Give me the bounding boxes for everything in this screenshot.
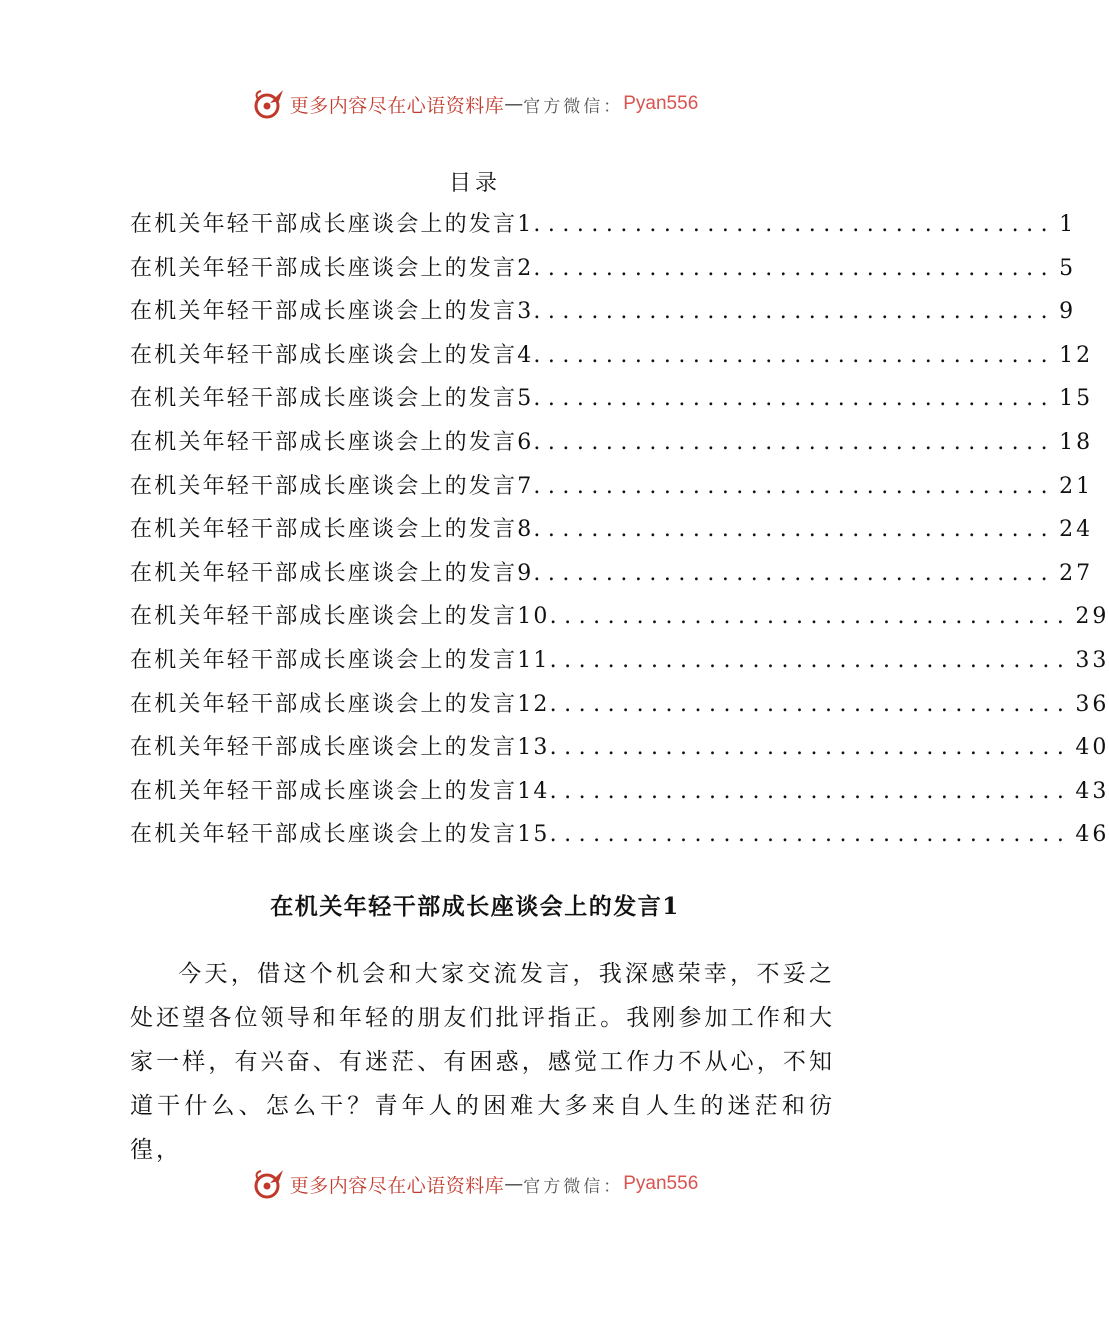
toc-entry-title: 在机关年轻干部成长座谈会上的发言8 bbox=[130, 517, 534, 543]
banner-separator: — bbox=[504, 93, 524, 115]
toc-entry-page: 46 bbox=[1075, 822, 1109, 848]
toc-entry[interactable] bbox=[130, 469, 1094, 513]
toc-leader-dots: .................................... bbox=[549, 778, 1072, 804]
toc-leader-dots: .................................... bbox=[549, 647, 1072, 673]
toc-entry[interactable] bbox=[130, 687, 1109, 731]
body-paragraph bbox=[130, 952, 835, 1172]
toc-entry[interactable] bbox=[130, 774, 1109, 818]
toc-entry-title: 在机关年轻干部成长座谈会上的发言9 bbox=[130, 560, 534, 586]
toc-entry-page: 43 bbox=[1075, 778, 1109, 804]
toc-entry-page: 29 bbox=[1075, 604, 1109, 630]
toc-entry-page: 9 bbox=[1059, 299, 1077, 325]
toc-entry-page: 24 bbox=[1059, 517, 1094, 543]
toc-entry-title: 在机关年轻干部成长座谈会上的发言4 bbox=[130, 342, 534, 368]
toc-entry-title: 在机关年轻干部成长座谈会上的发言12 bbox=[130, 691, 550, 717]
toc-entry[interactable] bbox=[130, 556, 1094, 600]
quill-logo-icon bbox=[252, 1167, 286, 1201]
toc-entry-page: 27 bbox=[1059, 560, 1094, 586]
toc-entry[interactable] bbox=[130, 381, 1094, 425]
toc-entry-title: 在机关年轻干部成长座谈会上的发言5 bbox=[130, 386, 534, 412]
toc-entry-title: 在机关年轻干部成长座谈会上的发言10 bbox=[130, 604, 550, 630]
toc-entry[interactable] bbox=[130, 425, 1094, 469]
banner-separator: — bbox=[504, 1173, 524, 1195]
toc-leader-dots: .................................... bbox=[549, 691, 1072, 717]
toc-leader-dots: .................................... bbox=[549, 822, 1072, 848]
toc-entry-title: 在机关年轻干部成长座谈会上的发言3 bbox=[130, 299, 534, 325]
toc-entry[interactable] bbox=[130, 817, 1109, 861]
toc-entry[interactable] bbox=[130, 207, 1077, 251]
toc-leader-dots: .................................... bbox=[533, 255, 1056, 281]
toc-leader-dots: .................................... bbox=[549, 735, 1072, 761]
toc-entry[interactable] bbox=[130, 643, 1109, 687]
toc-leader-dots: .................................... bbox=[549, 604, 1072, 630]
toc-leader-dots: .................................... bbox=[533, 560, 1056, 586]
banner-wechat-label: 官方微信： bbox=[523, 96, 624, 117]
toc-leader-dots: .................................... bbox=[533, 517, 1056, 543]
toc-entry-title: 在机关年轻干部成长座谈会上的发言11 bbox=[130, 647, 550, 673]
banner-brand-text: 更多内容尽在心语资料库 bbox=[289, 1174, 505, 1197]
header-banner bbox=[0, 84, 950, 124]
toc-leader-dots: .................................... bbox=[533, 342, 1056, 368]
toc-entry-title: 在机关年轻干部成长座谈会上的发言6 bbox=[130, 429, 534, 455]
banner-account: Pyan556 bbox=[623, 93, 699, 114]
toc-leader-dots: .................................... bbox=[533, 386, 1056, 412]
banner-account: Pyan556 bbox=[623, 1173, 699, 1194]
toc-entry-title: 在机关年轻干部成长座谈会上的发言14 bbox=[130, 778, 550, 804]
toc-entry[interactable] bbox=[130, 730, 1109, 774]
toc-entry[interactable] bbox=[130, 294, 1077, 338]
toc-entry-title: 在机关年轻干部成长座谈会上的发言2 bbox=[130, 255, 534, 281]
toc-entry-page: 36 bbox=[1075, 691, 1109, 717]
toc-leader-dots: .................................... bbox=[533, 299, 1056, 325]
section-heading: 在机关年轻干部成长座谈会上的发言1 bbox=[270, 893, 680, 920]
toc-entry-page: 12 bbox=[1059, 342, 1094, 368]
toc-title: 目录 bbox=[448, 171, 501, 196]
toc-entry-title: 在机关年轻干部成长座谈会上的发言1 bbox=[130, 212, 534, 237]
toc-entry[interactable] bbox=[130, 512, 1094, 556]
toc-entry[interactable] bbox=[130, 251, 1077, 295]
toc-entry-title: 在机关年轻干部成长座谈会上的发言15 bbox=[130, 822, 550, 848]
toc-entry-title: 在机关年轻干部成长座谈会上的发言7 bbox=[130, 473, 534, 499]
footer-banner bbox=[0, 1164, 950, 1204]
toc-entry[interactable] bbox=[130, 338, 1094, 382]
toc-leader-dots: .................................... bbox=[533, 429, 1056, 455]
paragraph-text: 今天，借这个机会和大家交流发言，我深感荣幸，不妥之处还望各位领导和年轻的朋友们批评指正。我刚参加工作和大家一样，有兴奋、有迷茫、有困惑，感觉工作力不从心，不知道干什么、怎么干？青年人的困难大多来自人生的迷茫和彷徨， bbox=[130, 961, 835, 1163]
toc-entry-page: 5 bbox=[1059, 255, 1077, 281]
table-of-contents bbox=[130, 207, 1109, 861]
toc-entry-page: 18 bbox=[1059, 429, 1094, 455]
quill-logo-icon bbox=[252, 87, 286, 121]
toc-leader-dots: .................................... bbox=[533, 212, 1056, 237]
toc-entry-page: 40 bbox=[1075, 735, 1109, 761]
toc-leader-dots: .................................... bbox=[533, 473, 1056, 499]
toc-entry-page: 33 bbox=[1075, 647, 1109, 673]
toc-entry-page: 15 bbox=[1059, 386, 1094, 412]
banner-wechat-label: 官方微信： bbox=[523, 1176, 624, 1197]
toc-entry-page: 21 bbox=[1059, 473, 1094, 499]
toc-entry[interactable] bbox=[130, 599, 1109, 643]
toc-entry-title: 在机关年轻干部成长座谈会上的发言13 bbox=[130, 735, 550, 761]
toc-entry-page: 1 bbox=[1059, 212, 1077, 237]
banner-brand-text: 更多内容尽在心语资料库 bbox=[289, 94, 505, 117]
